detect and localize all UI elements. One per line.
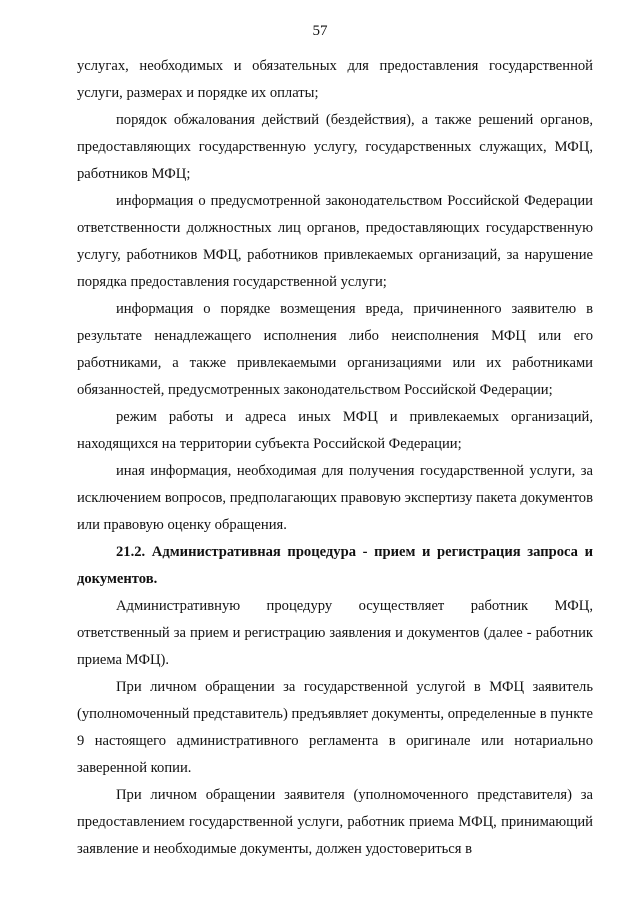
paragraph-continuation: услугах, необходимых и обязательных для предоставления государственной услуги, размерах и порядке их оплаты; xyxy=(77,58,593,101)
paragraph-working-hours: режим работы и адреса иных МФЦ и привлекаемых организаций, находящихся на территории субъекта Российской Федерации; xyxy=(77,409,593,452)
paragraph-damage-compensation: информация о порядке возмещения вреда, причиненного заявителю в результате ненадлежащего исполнения либо неисполнения МФЦ или его работниками, а также привлекаемыми организациями или их работниками обязанностей, предусмотренных законодательством Российской Федерации; xyxy=(77,301,593,398)
paragraph-personal-appeal: При личном обращении за государственной услугой в МФЦ заявитель (уполномоченный представитель) предъявляет документы, определенные в пункте 9 настоящего административного регламента в оригинале или нотариально заверенной копии. xyxy=(77,679,593,776)
paragraph-procedure-performer: Административную процедуру осуществляет работник МФЦ, ответственный за прием и регистрацию заявления и документов (далее - работник приема МФЦ). xyxy=(77,598,593,668)
paragraph-other-info: иная информация, необходимая для получения государственной услуги, за исключением вопросов, предполагающих правовую экспертизу пакета документов или правовую оценку обращения. xyxy=(77,463,593,533)
page-number: 57 xyxy=(312,23,328,39)
paragraph-appeal-procedure: порядок обжалования действий (бездействия), а также решений органов, предоставляющих государственную услугу, государственных служащих, МФЦ, работников МФЦ; xyxy=(77,112,593,182)
section-heading: 21.2. Административная процедура - прием и регистрация запроса и документов. xyxy=(77,544,593,587)
paragraph-liability-info: информация о предусмотренной законодательством Российской Федерации ответственности должностных лиц органов, предоставляющих государственную услугу, работников МФЦ, работников привлекаемых организаций, за нарушение порядка предоставления государственной услуги; xyxy=(77,193,593,290)
paragraph-identity-check: При личном обращении заявителя (уполномоченного представителя) за предоставлением государственной услуги, работник приема МФЦ, принимающий заявление и необходимые документы, должен удостовериться в xyxy=(77,787,593,857)
document-body xyxy=(77,53,593,863)
